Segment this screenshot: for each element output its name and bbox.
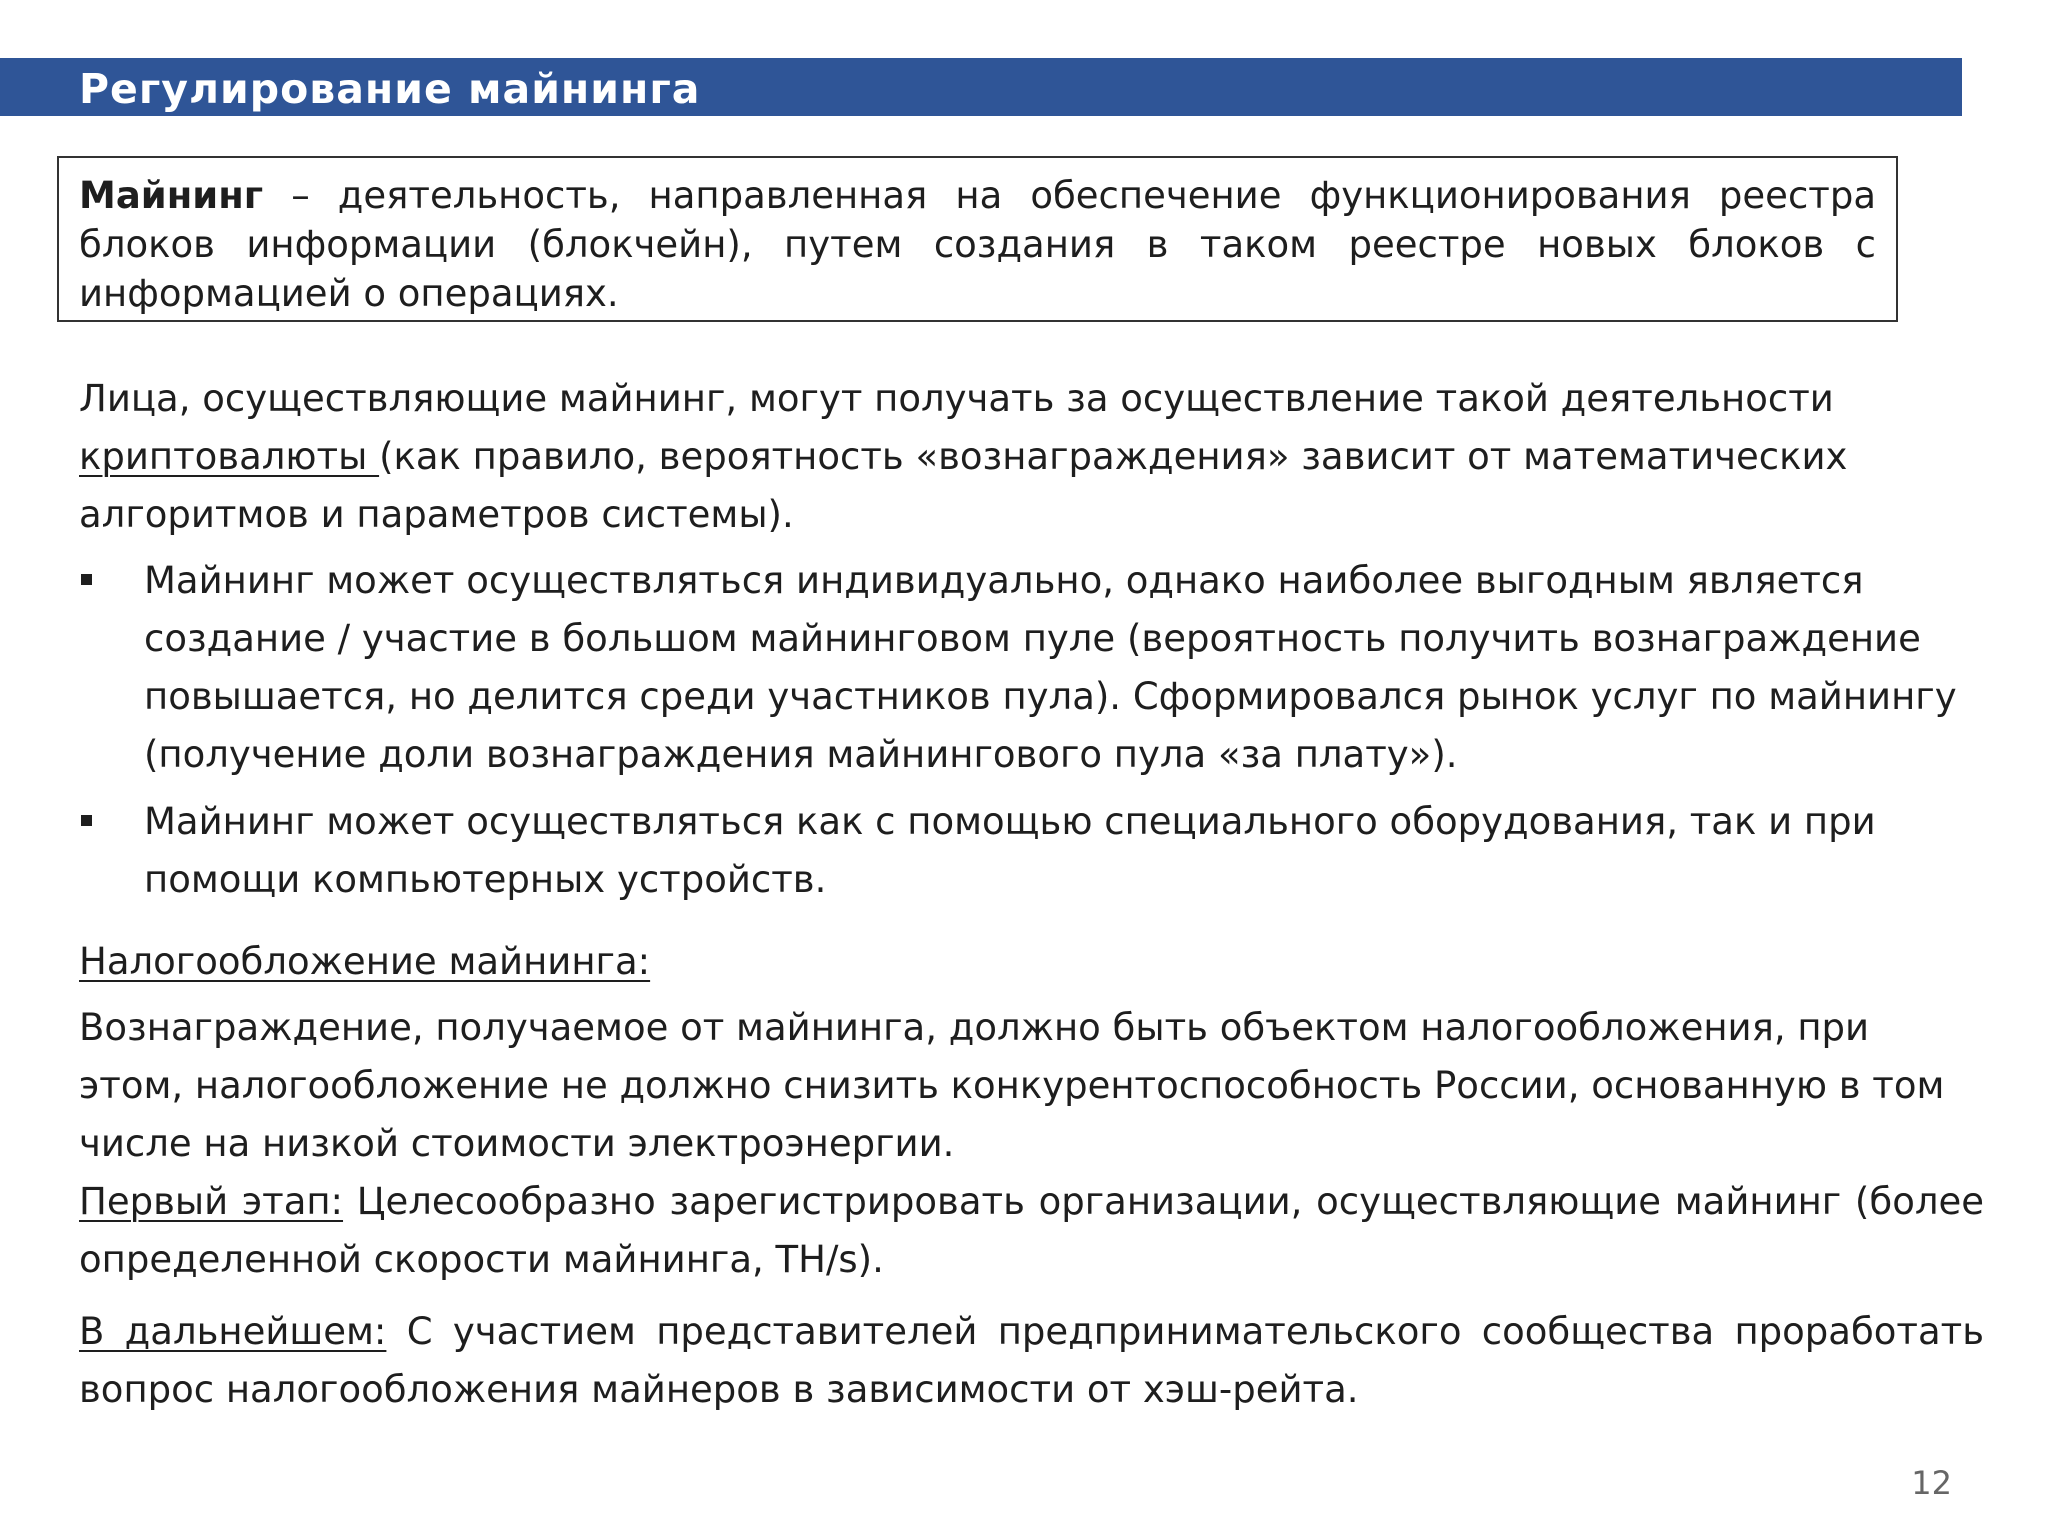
slide-content bbox=[79, 370, 1984, 1419]
taxation-heading-text: Налогообложение майнинга: bbox=[79, 940, 651, 983]
slide-title: Регулирование майнинга bbox=[79, 65, 701, 113]
taxation-heading bbox=[79, 933, 1984, 991]
stage1-label: Первый этап: bbox=[79, 1180, 344, 1223]
definition-text bbox=[79, 171, 1876, 318]
list-item bbox=[79, 793, 1984, 909]
bullet-text: Майнинг может осуществляться индивидуально, однако наиболее выгодным является создание / участие в большом майнинговом пуле (вероятность получить вознаграждение повышается, но делится среди участников пула). Сформировался рынок услуг по майнингу (получение доли вознаграждения майнингового пула «за плату»). bbox=[144, 559, 1957, 776]
page-number: 12 bbox=[1911, 1464, 1952, 1502]
stage2-label: В дальнейшем: bbox=[79, 1310, 387, 1353]
title-bar bbox=[0, 58, 1962, 116]
intro-part2: (как правило, вероятность «вознаграждения» зависит от математических алгоритмов и параметров системы). bbox=[79, 435, 1848, 536]
square-bullet-icon bbox=[81, 574, 92, 585]
stage2-paragraph bbox=[79, 1303, 1984, 1419]
definition-term: Майнинг bbox=[79, 174, 264, 217]
intro-paragraph bbox=[79, 370, 1984, 544]
bullet-text: Майнинг может осуществляться как с помощью специального оборудования, так и при помощи компьютерных устройств. bbox=[144, 800, 1876, 901]
definition-box bbox=[57, 156, 1898, 322]
list-item bbox=[79, 552, 1984, 784]
square-bullet-icon bbox=[81, 815, 92, 826]
intro-part1: Лица, осуществляющие майнинг, могут получать за осуществление такой деятельности bbox=[79, 377, 1834, 420]
bullet-list bbox=[79, 552, 1984, 909]
definition-body: – деятельность, направленная на обеспечение функционирования реестра блоков информации (блокчейн), путем создания в таком реестре новых блоков с информацией о операциях. bbox=[79, 174, 1876, 315]
stage2-text: С участием представителей предпринимательского сообщества проработать вопрос налогообложения майнеров в зависимости от хэш-рейта. bbox=[79, 1310, 1985, 1411]
stage1-paragraph bbox=[79, 1173, 1984, 1289]
cryptocurrency-link: криптовалюты bbox=[79, 435, 380, 478]
stage1-text: Целесообразно зарегистрировать организации, осуществляющие майнинг (более определенной скорости майнинга, TH/s). bbox=[79, 1180, 1985, 1281]
taxation-paragraph: Вознаграждение, получаемое от майнинга, должно быть объектом налогообложения, при этом, налогообложение не должно снизить конкурентоспособность России, основанную в том числе на низкой стоимости электроэнергии. bbox=[79, 1006, 1945, 1165]
